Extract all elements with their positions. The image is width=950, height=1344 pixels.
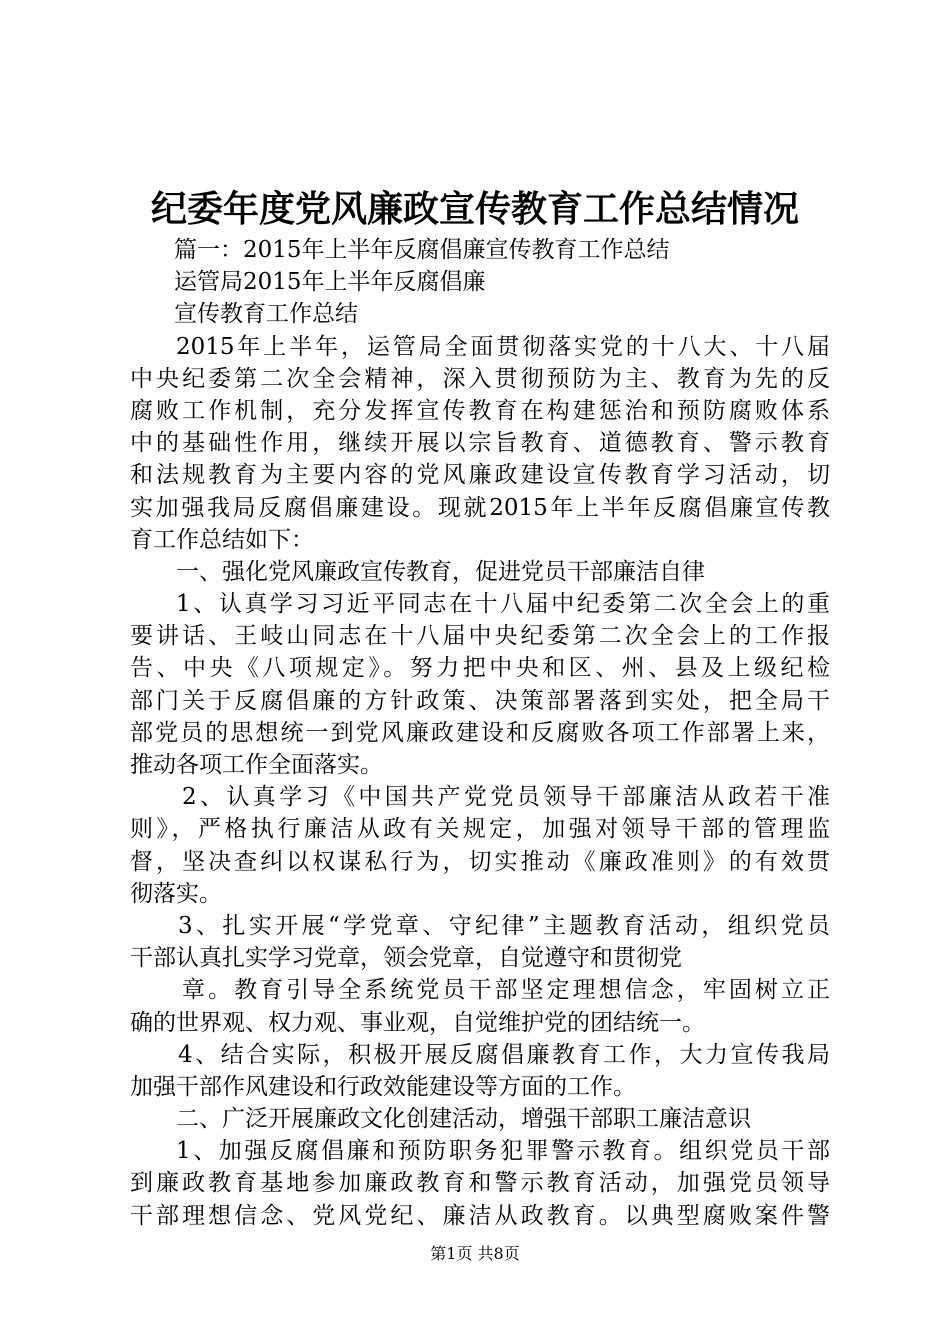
body-line: 3、扎实开展“学党章、守纪律”主题教育活动，组织党员 bbox=[178, 912, 830, 939]
body-line: 部党员的思想统一到党风廉政建设和反腐败各项工作部署上来， bbox=[130, 719, 830, 746]
body-line: 4、结合实际，积极开展反腐倡廉教育工作，大力宣传我局 bbox=[178, 1041, 830, 1068]
body-line: 篇一：2015年上半年反腐倡廉宣传教育工作总结 bbox=[174, 237, 670, 263]
section-heading: 二、广泛开展廉政文化创建活动，增强干部职工廉洁意识 bbox=[176, 1106, 751, 1133]
body-line: 中央纪委第二次全会精神，深入贯彻预防为主、教育为先的反 bbox=[130, 365, 830, 392]
body-line: 确的世界观、权力观、事业观，自觉维护党的团结统一。 bbox=[130, 1009, 705, 1036]
body-line: 1、认真学习习近平同志在十八届中纪委第二次全会上的重 bbox=[176, 591, 830, 618]
body-line: 到廉政教育基地参加廉政教育和警示教育活动，加强党员领导 bbox=[130, 1170, 830, 1197]
page-number-footer: 第1页 共8页 bbox=[430, 1244, 520, 1263]
body-line: 中的基础性作用，继续开展以宗旨教育、道德教育、警示教育 bbox=[130, 430, 830, 457]
body-line: 宣传教育工作总结 bbox=[174, 301, 358, 328]
body-line: 则》，严格执行廉洁从政有关规定，加强对领导干部的管理监 bbox=[130, 816, 830, 843]
body-line: 干部认真扎实学习党章，领会党章，自觉遵守和贯彻党 bbox=[130, 945, 682, 972]
body-line: 和法规教育为主要内容的党风廉政建设宣传教育学习活动，切 bbox=[130, 462, 830, 489]
body-line: 部门关于反腐倡廉的方针政策、决策部署落到实处，把全局干 bbox=[130, 687, 830, 714]
document-title: 纪委年度党风廉政宣传教育工作总结情况 bbox=[150, 188, 799, 230]
body-line: 运管局2015年上半年反腐倡廉 bbox=[174, 269, 486, 296]
body-line: 推动各项工作全面落实。 bbox=[130, 752, 383, 778]
section-heading: 一、强化党风廉政宣传教育，促进党员干部廉洁自律 bbox=[176, 558, 705, 585]
body-line: 彻落实。 bbox=[130, 880, 222, 907]
body-line: 告、中央《八项规定》。努力把中央和区、州、县及上级纪检 bbox=[130, 655, 830, 682]
body-line: 实加强我局反腐倡廉建设。现就2015年上半年反腐倡廉宣传教 bbox=[130, 494, 830, 521]
body-line: 干部理想信念、党风党纪、廉洁从政教育。以典型腐败案件警 bbox=[130, 1202, 830, 1229]
body-line: 章。教育引导全系统党员干部坚定理想信念，牢固树立正 bbox=[182, 977, 830, 1004]
body-line: 腐败工作机制，充分发挥宣传教育在构建惩治和预防腐败体系 bbox=[130, 397, 830, 424]
body-line: 育工作总结如下： bbox=[130, 526, 314, 553]
document-body bbox=[130, 234, 830, 1232]
body-line: 1、加强反腐倡廉和预防职务犯罪警示教育。组织党员干部 bbox=[176, 1138, 830, 1165]
body-line: 要讲话、王岐山同志在十八届中央纪委第二次全会上的工作报 bbox=[130, 623, 830, 650]
body-line: 加强干部作风建设和行政效能建设等方面的工作。 bbox=[130, 1073, 636, 1100]
body-line: 2015年上半年，运管局全面贯彻落实党的十八大、十八届 bbox=[176, 333, 830, 360]
body-line: 督，坚决查纠以权谋私行为，切实推动《廉政准则》的有效贯 bbox=[130, 848, 830, 875]
body-line: 2、认真学习《中国共产党党员领导干部廉洁从政若干准 bbox=[182, 784, 830, 811]
